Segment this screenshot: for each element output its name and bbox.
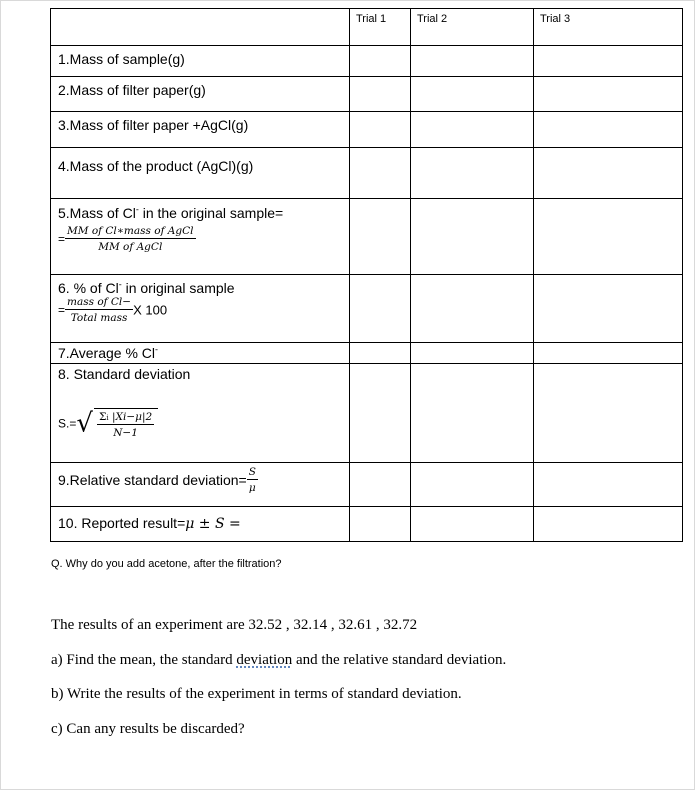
cell-trial-1[interactable] (350, 343, 411, 364)
cell-trial-2[interactable] (411, 112, 534, 148)
row-label-mass-filter-paper-agcl: 3.Mass of filter paper +AgCl(g) (51, 112, 350, 148)
table-header-row (51, 9, 683, 46)
cell-trial-1[interactable] (350, 507, 411, 542)
problem-part-a: a) Find the mean, the standard deviation and the relative standard deviation. (51, 652, 507, 668)
cell-trial-3[interactable] (534, 463, 683, 507)
std-dev-fraction (97, 411, 154, 439)
cell-trial-2[interactable] (411, 343, 534, 364)
cell-trial-3[interactable] (534, 199, 683, 275)
mass-of-cl-formula (58, 225, 349, 253)
cell-trial-1[interactable] (350, 148, 411, 199)
fraction-denominator: N−1 (113, 427, 138, 439)
cell-trial-2[interactable] (411, 463, 534, 507)
table-row (51, 343, 683, 364)
cell-trial-3[interactable] (534, 364, 683, 463)
table-row (51, 148, 683, 199)
s-equals: S.= (58, 416, 77, 431)
sqrt-icon: √ (76, 408, 93, 439)
cell-trial-3[interactable] (534, 507, 683, 542)
table-row (51, 275, 683, 343)
cell-trial-2[interactable] (411, 507, 534, 542)
sqrt-radicand (94, 408, 158, 439)
equals-sign: = (58, 232, 66, 246)
std-dev-title: 8. Standard deviation (58, 366, 191, 382)
row-label-mass-of-product: 4.Mass of the product (AgCl)(g) (51, 148, 350, 199)
cell-trial-1[interactable] (350, 112, 411, 148)
cell-trial-2[interactable] (411, 77, 534, 112)
cell-trial-1[interactable] (350, 364, 411, 463)
row-label-mass-of-cl (51, 199, 350, 275)
fraction-numerator: mass of Cl− (67, 296, 132, 308)
cell-trial-3[interactable] (534, 77, 683, 112)
fraction-numerator: Σi |Xi−μ|2 (98, 411, 153, 423)
header-blank (51, 9, 350, 46)
results-table (50, 8, 683, 542)
row-label-mass-of-sample: 1.Mass of sample(g) (51, 46, 350, 77)
percent-cl-formula (58, 296, 349, 324)
table-row (51, 364, 683, 463)
header-trial-1: Trial 1 (350, 9, 411, 46)
cell-trial-1[interactable] (350, 463, 411, 507)
cell-trial-2[interactable] (411, 46, 534, 77)
problem-part-c: c) Can any results be discarded? (51, 721, 245, 737)
fraction-denominator: MM of AgCl (98, 241, 163, 253)
cell-trial-2[interactable] (411, 199, 534, 275)
problem-intro: The results of an experiment are 32.52 , 32.14 , 32.61 , 32.72 (51, 617, 418, 633)
cell-trial-3[interactable] (534, 343, 683, 364)
row-label-average-cl: 7.Average % Cl- (51, 343, 350, 364)
header-trial-3: Trial 3 (534, 9, 683, 46)
cell-trial-3[interactable] (534, 112, 683, 148)
fraction-denominator: μ (248, 482, 256, 494)
equals-sign: = (58, 303, 66, 317)
cell-trial-1[interactable] (350, 199, 411, 275)
times-100: X 100 (133, 302, 168, 318)
cell-trial-3[interactable] (534, 148, 683, 199)
table-row (51, 463, 683, 507)
row-label-relative-std-dev: 9.Relative standard deviation= $\frac{S}{\mu}$ (51, 463, 350, 507)
row-label-reported-result: 10. Reported result=μ ± S = (51, 507, 350, 542)
row-label-standard-deviation (51, 364, 350, 463)
fraction-numerator: MM of Cl∗mass of AgCl (67, 225, 194, 237)
row-label-mass-of-filter-paper: 2.Mass of filter paper(g) (51, 77, 350, 112)
table-row (51, 46, 683, 77)
cell-trial-3[interactable] (534, 46, 683, 77)
table-row (51, 199, 683, 275)
spellcheck-word: deviation (236, 652, 293, 668)
percent-cl-fraction (65, 296, 133, 324)
mass-of-cl-fraction (65, 225, 196, 253)
mass-of-cl-title: 5.Mass of Cl- in the original sample= (58, 204, 284, 221)
table-row (51, 507, 683, 542)
cell-trial-1[interactable] (350, 77, 411, 112)
acetone-question: Q. Why do you add acetone, after the filtration? (51, 558, 282, 570)
cell-trial-1[interactable] (350, 275, 411, 343)
header-trial-2: Trial 2 (411, 9, 534, 46)
problem-part-b: b) Write the results of the experiment in terms of standard deviation. (51, 686, 462, 702)
percent-cl-title: 6. % of Cl- in original sample (58, 279, 235, 296)
std-dev-formula (58, 408, 349, 439)
fraction-numerator: S (248, 466, 256, 478)
cell-trial-3[interactable] (534, 275, 683, 343)
relative-std-dev-fraction (247, 466, 258, 494)
cell-trial-2[interactable] (411, 364, 534, 463)
table-row (51, 77, 683, 112)
cell-trial-2[interactable] (411, 148, 534, 199)
cell-trial-2[interactable] (411, 275, 534, 343)
fraction-denominator: Total mass (70, 312, 128, 324)
table-row (51, 112, 683, 148)
cell-trial-1[interactable] (350, 46, 411, 77)
row-label-percent-cl (51, 275, 350, 343)
